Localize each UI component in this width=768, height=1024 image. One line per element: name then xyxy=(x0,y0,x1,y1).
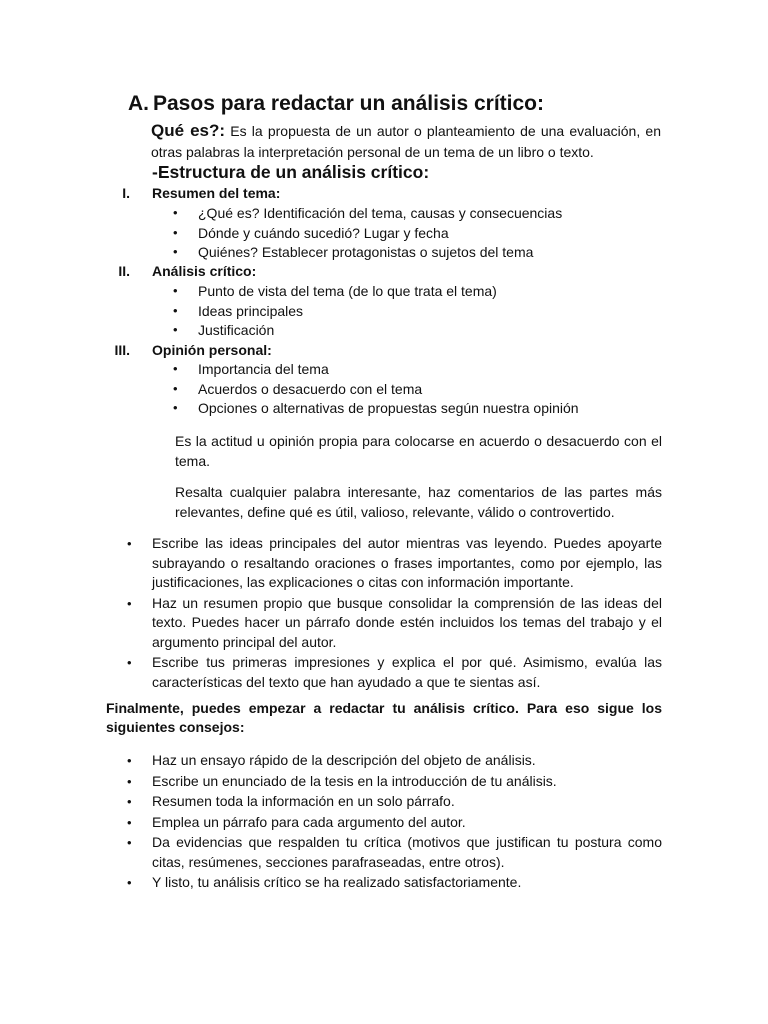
section-list xyxy=(173,283,497,342)
highlight-paragraph: Resalta cualquier palabra interesante, haz comentarios de las partes más relevantes, define qué es útil, valioso, relevante, válido o controvertido. xyxy=(175,484,662,520)
list-item: • Punto de vista del tema (de lo que trata el tema) xyxy=(173,283,497,299)
bullet-icon: • xyxy=(173,244,178,259)
bullet-icon: • xyxy=(173,283,178,298)
list-item: • Resumen toda la información en un solo párrafo. xyxy=(152,792,662,812)
final-tips-list xyxy=(127,751,662,894)
bullet-icon: • xyxy=(127,835,132,850)
list-item: • Da evidencias que respalden tu crítica (motivos que justifican tu postura como citas, resúmenes, secciones parafraseadas, entre otros). xyxy=(127,834,662,870)
list-item: • Y listo, tu análisis crítico se ha realizado satisfactoriamente. xyxy=(152,873,662,893)
bullet-icon: • xyxy=(127,814,132,830)
section-title: Resumen del tema: xyxy=(152,185,281,201)
bullet-icon: • xyxy=(173,302,178,318)
list-item: • Justificación xyxy=(173,322,275,338)
list-item: • Haz un ensayo rápido de la descripción del objeto de análisis. xyxy=(152,751,662,771)
bullet-icon: • xyxy=(173,224,178,240)
bullet-icon: • xyxy=(127,655,132,670)
list-item: • Importancia del tema xyxy=(173,361,329,377)
section-title: Análisis crítico: xyxy=(152,263,257,279)
list-item: • ¿Qué es? Identificación del tema, causas y consecuencias xyxy=(173,205,563,221)
bullet-icon: • xyxy=(127,875,132,890)
bullet-icon: • xyxy=(173,205,178,220)
bullet-icon: • xyxy=(127,536,132,551)
list-item: • Quiénes? Establecer protagonistas o sujetos del tema xyxy=(173,244,534,260)
bullet-icon: • xyxy=(127,753,132,768)
heading-letter: A. xyxy=(128,92,149,115)
definition-text: Es la propuesta de un autor o planteamiento de una evaluación, en otras palabras la interpretación personal de un tema de un libro o texto. xyxy=(151,123,661,160)
definition-label: Qué es?: xyxy=(151,121,226,140)
heading-text: Pasos para redactar un análisis crítico: xyxy=(153,92,545,115)
bullet-icon: • xyxy=(173,400,178,415)
section-number: I. xyxy=(122,185,130,201)
bullet-icon: • xyxy=(127,595,132,611)
list-item: • Dónde y cuándo sucedió? Lugar y fecha xyxy=(173,224,449,241)
structure-title: -Estructura de un análisis crítico: xyxy=(152,162,430,182)
list-item: • Escribe tus primeras impresiones y explica el por qué. Asimismo, evalúa las características del texto que han ayudado a que te sientas así. xyxy=(127,654,662,690)
section-number: II. xyxy=(118,263,130,279)
list-item: • Opciones o alternativas de propuestas según nuestra opinión xyxy=(173,400,579,416)
bullet-icon: • xyxy=(173,361,178,376)
list-item: • Ideas principales xyxy=(173,302,304,319)
bullet-icon: • xyxy=(127,794,132,809)
section-number: III. xyxy=(114,342,130,358)
bullet-icon: • xyxy=(173,380,178,396)
list-item: • Acuerdos o desacuerdo con el tema xyxy=(173,380,423,397)
main-heading xyxy=(128,92,544,116)
final-heading: Finalmente, puedes empezar a redactar tu análisis crítico. Para eso sigue los siguientes consejos: xyxy=(106,700,662,735)
tips-list xyxy=(127,534,662,693)
section-list xyxy=(173,361,579,420)
opinion-paragraph: Es la actitud u opinión propia para colocarse en acuerdo o desacuerdo con el tema. xyxy=(175,433,662,469)
list-item: • Emplea un párrafo para cada argumento del autor. xyxy=(152,813,662,833)
list-item: • Haz un resumen propio que busque consolidar la comprensión de las ideas del texto. Puedes hacer un párrafo donde estén incluidos los temas del trabajo y el argumento principal del autor. xyxy=(127,594,662,650)
section-list xyxy=(173,205,563,264)
bullet-icon: • xyxy=(127,773,132,789)
section-title: Opinión personal: xyxy=(152,342,272,358)
definition-paragraph xyxy=(151,120,661,163)
bullet-icon: • xyxy=(173,322,178,337)
list-item: • Escribe un enunciado de la tesis en la introducción de tu análisis. xyxy=(152,772,662,792)
list-item: • Escribe las ideas principales del autor mientras vas leyendo. Puedes apoyarte subrayando o resaltando oraciones o frases importantes, como por ejemplo, las justificaciones, las explicaciones o citas con información importante. xyxy=(127,535,662,590)
